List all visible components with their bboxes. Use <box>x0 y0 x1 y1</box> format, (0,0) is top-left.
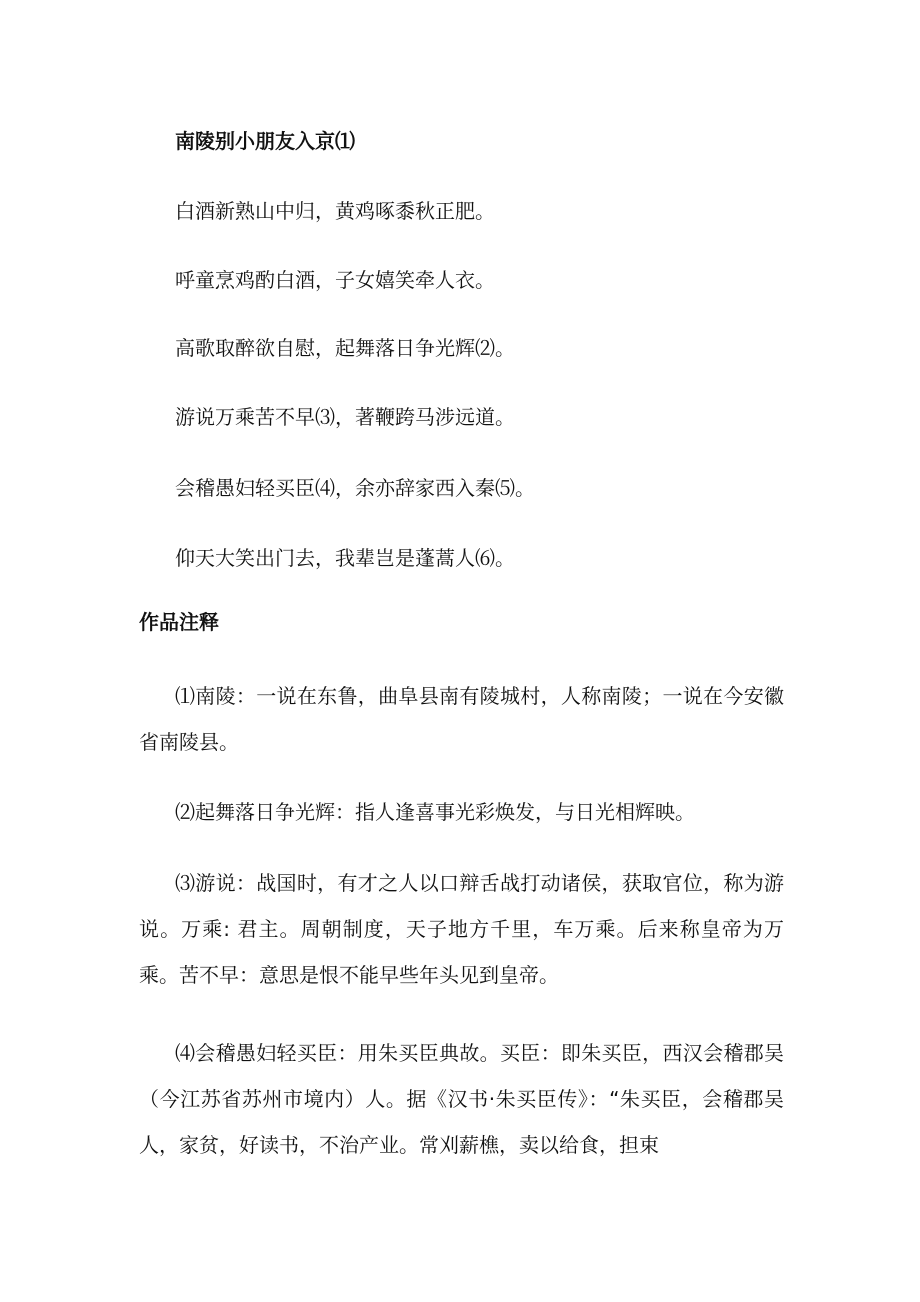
note-item: ⑵起舞落日争光辉：指人逢喜事光彩焕发，与日光相辉映。 <box>175 800 695 824</box>
note-item: ⑷会稽愚妇轻买臣：用朱买臣典故。买臣：即朱买臣，西汉会稽郡吴（今江苏省苏州市境内）人。据《汉书·朱买臣传》：“朱买臣，会稽郡吴人，家贫，好读书，不治产业。常刈薪樵，卖以给食，担束 <box>139 1041 784 1157</box>
poem-line: 白酒新熟山中归，黄鸡啄黍秋正肥。 <box>175 199 495 223</box>
poem-line: 游说万乘苦不早⑶，著鞭跨马涉远道。 <box>175 405 515 429</box>
note-item: ⑶游说：战国时，有才之人以口辩舌战打动诸侯，获取官位，称为游说。万乘: 君主。周朝制度，天子地方千里，车万乘。后来称皇帝为万乘。苦不早：意思是恨不能早些年头见到皇帝。 <box>139 871 784 987</box>
poem-line: 会稽愚妇轻买臣⑷，余亦辞家西入秦⑸。 <box>175 476 535 500</box>
poem-line: 高歌取醉欲自慰，起舞落日争光辉⑵。 <box>175 336 515 360</box>
poem-title: 南陵别小朋友入京⑴ <box>175 129 355 153</box>
note-item: ⑴南陵：一说在东鲁，曲阜县南有陵城村，人称南陵；一说在今安徽省南陵县。 <box>139 684 784 754</box>
poem-line: 呼童烹鸡酌白酒，子女嬉笑牵人衣。 <box>175 268 495 292</box>
notes-heading: 作品注释 <box>139 610 219 634</box>
poem-line: 仰天大笑出门去，我辈岂是蓬蒿人⑹。 <box>175 546 515 570</box>
